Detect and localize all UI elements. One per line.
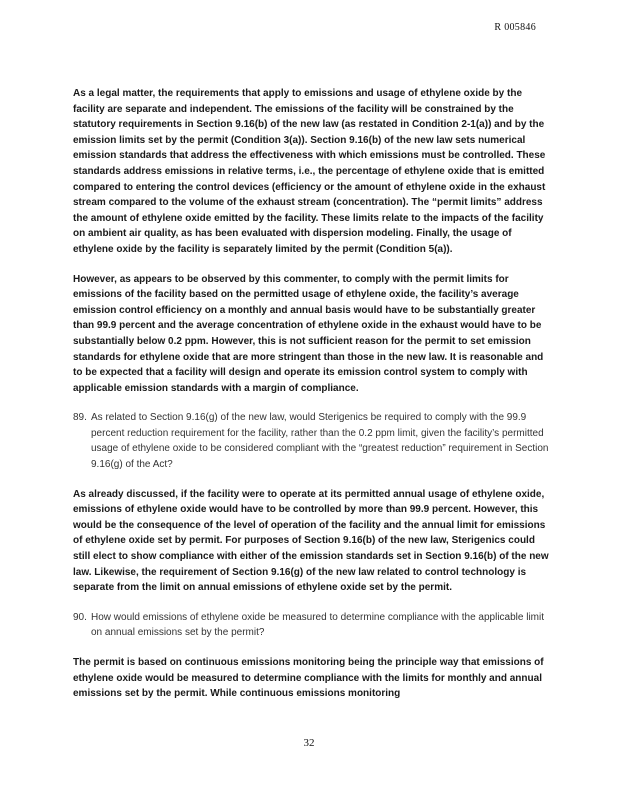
response-paragraph: As a legal matter, the requirements that apply to emissions and usage of ethylene oxide by the facility are separate and independent. The emissions of the facility will be constrained by the statutory requirements in Section 9.16(b) of the new law (as restated in Condition 2-1(a)) and by the emission limits set by the permit (Condition 3(a)). Section 9.16(b) of the new law sets numerical emission standards that address the effectiveness with which emissions must be controlled. These standards address emissions in relative terms, i.e., the percentage of ethylene oxide that is emitted compared to entering the control devices (efficiency or the amount of ethylene oxide in the exhaust stream compared to the volume of the exhaust stream (concentration). The “permit limits” address the amount of ethylene oxide emitted by the facility. These limits relate to the impacts of the facility on ambient air quality, as has been evaluated with dispersion modeling. Finally, the usage of ethylene oxide by the facility is separately limited by the permit (Condition 5(a)).: [73, 88, 546, 255]
question-text: How would emissions of ethylene oxide be measured to determine compliance with the applicable limit on annual emissions set by the permit?: [91, 611, 545, 639]
bates-number: R 005846: [494, 22, 536, 33]
response-paragraph: However, as appears to be observed by this commenter, to comply with the permit limits for emissions of the facility based on the permitted usage of ethylene oxide, the facility’s average emission control efficiency on a monthly and annual basis would have to be substantially greater than 99.9 percent and the average concentration of ethylene oxide in the exhaust would have to be substantially below 0.2 ppm. However, this is not sufficient reason for the permit to set emission standards for ethylene oxide that are more stringent than those in the new law. It is reasonable and to be expected that a facility will design and operate its emission control system to comply with applicable emission standards with a margin of compliance.: [73, 273, 544, 394]
question-number: 89.: [73, 412, 87, 424]
question-text: As related to Section 9.16(g) of the new law, would Sterigenics be required to comply with the 99.9 percent reduction requirement for the facility, rather than the 0.2 ppm limit, given the facility’s permitted usage of ethylene oxide to be considered compliant with the “greatest reduction” requirement in Section 9.16(g) of the Act?: [91, 412, 549, 471]
response-paragraph: As already discussed, if the facility were to operate at its permitted annual usage of ethylene oxide, emissions of ethylene oxide would have to be controlled by more than 99.9 percent. However, this would be the consequence of the level of operation of the facility and the annual limit for emissions of ethylene oxide set by permit. For purposes of Section 9.16(b) of the new law, Sterigenics could still elect to show compliance with either of the emission standards set in Section 9.16(b) of the new law. Likewise, the requirement of Section 9.16(g) of the new law related to control technology is separate from the limit on annual emissions of ethylene oxide set by the permit.: [73, 488, 549, 594]
comment-question-89: [73, 410, 551, 472]
comment-question-90: [73, 610, 551, 641]
response-paragraph: The permit is based on continuous emissions monitoring being the principle way that emissions of ethylene oxide would be measured to determine compliance with the limits for monthly and annual emissions set by the permit. While continuous emissions monitoring: [73, 657, 544, 700]
document-body: [73, 86, 551, 716]
question-number: 90.: [73, 611, 87, 623]
page-number: 32: [303, 737, 315, 749]
